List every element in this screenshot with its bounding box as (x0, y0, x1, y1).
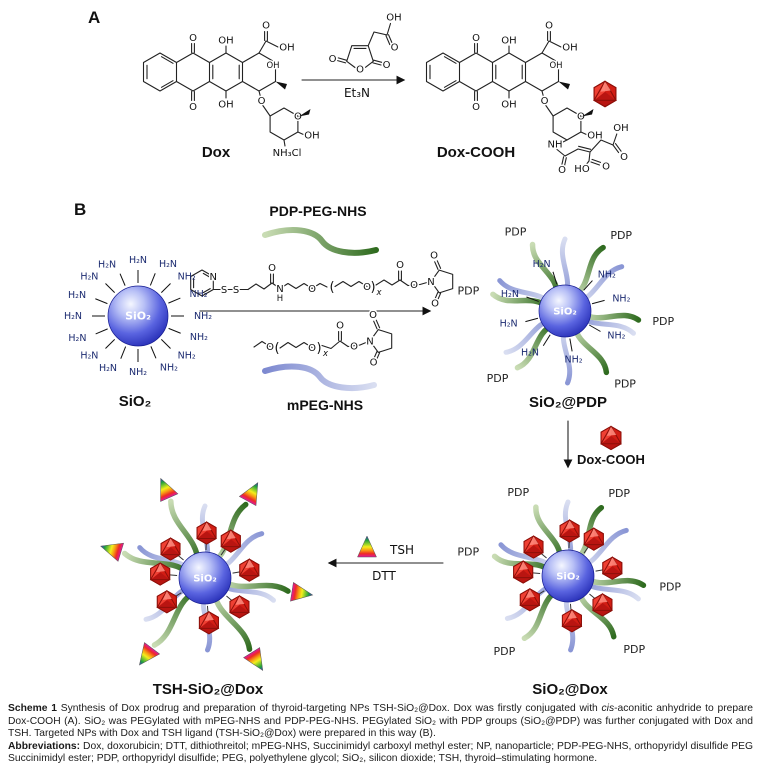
dox-conjugation-step (568, 421, 645, 467)
oh-label: OH (386, 12, 402, 24)
o-label: O (620, 152, 628, 163)
o-label: O (336, 320, 344, 332)
tsh-icon (244, 648, 271, 676)
lparen: ( (329, 280, 335, 295)
dox-icon (601, 426, 621, 449)
nanoparticle-core-label: SiO₂ (553, 306, 577, 318)
cis-italic: cis (601, 703, 615, 714)
amine-bond (150, 273, 155, 285)
dox-icon (560, 520, 579, 542)
doxcooh-name: Dox-COOH (436, 144, 516, 161)
n-label: N (366, 336, 374, 348)
sio2-nanoparticle (64, 255, 212, 378)
amine-bond (105, 339, 114, 348)
dtt-label: DTT (372, 569, 396, 583)
n-label: N (427, 277, 435, 288)
dox-icon (157, 591, 176, 613)
o-label: O (363, 282, 371, 293)
amine-label: H₂N (98, 362, 118, 374)
pdp-arm-label: PDP (659, 580, 682, 594)
pdp-arm-label: PDP (608, 486, 631, 500)
o-label: O (396, 260, 404, 271)
o-label: O (308, 343, 316, 354)
amine-label: NH₂ (159, 362, 178, 374)
tsh-icon (98, 537, 124, 561)
abbreviations-label: Abbreviations: (8, 740, 81, 752)
pdp-arm (583, 313, 639, 320)
tsh-icon (239, 478, 266, 506)
pdp-arm (575, 326, 606, 372)
abbreviations-text: Dox, doxorubicin; DTT, dithiothreitol; mPEG-NHS, Succinimidyl carboxyl methyl ester; NP, nanoparticle; PDP-PEG-NHS, orthopyridyl disulfide PEG Succinimidyl ester; PDP, orthopyridyl disulfide; PEG, polyethylene glycol; SiO₂, silicon dioxide; TSH, thyroid–stimulating hormone. (8, 740, 753, 765)
tsh-icon (290, 582, 314, 604)
doxcooh-arrow-label: Dox-COOH (577, 452, 645, 467)
o-label: O (390, 42, 399, 54)
caption-text-pre: Synthesis of Dox prodrug and preparation of thyroid-targeting NPs TSH-SiO₂@Dox. Dox was firstly conjugated with (60, 703, 602, 714)
mpeg-nhs-structure (254, 310, 392, 369)
dox-icon (161, 538, 180, 560)
amine-label: NH₂ (597, 269, 616, 281)
sio2-dox-name: SiO₂@Dox (532, 681, 608, 698)
s-label: S (232, 285, 240, 296)
oh-label: OH (613, 123, 629, 134)
pdp-arm-label: PDP (610, 229, 633, 243)
amine-label: H₂N (532, 259, 551, 271)
tsh-icon (358, 536, 377, 557)
dox-icon (524, 536, 543, 558)
amine-label: H₂N (68, 290, 87, 302)
o-label: O (431, 298, 439, 310)
pdp-arm-label: PDP (652, 315, 675, 329)
rparen: ) (316, 341, 322, 356)
sio2-pdp-nanoparticle (458, 225, 675, 390)
dox-structure (144, 21, 320, 162)
o-label: O (369, 310, 377, 321)
amine-label: NH₂ (177, 350, 196, 362)
dox-icon (562, 610, 581, 632)
pdp-arm-label: PDP (457, 284, 480, 298)
tsh-sio2-dox-name: TSH-SiO₂@Dox (152, 681, 264, 698)
tsh-conjugation-step (329, 536, 443, 583)
o-label: O (268, 263, 276, 274)
pdp-arm-label: PDP (504, 225, 527, 239)
pdp-arm-label: PDP (507, 486, 530, 500)
caption-text-post: -aconitic anhydride to prepare Dox-COOH (A). SiO₂ was PEGylated with mPEG-NHS and PDP-PEG-NHS. PEGylated SiO₂ with PDP groups (SiO₂@PDP) was further conjugated with Dox and TSH. Targeted NPs with Dox and TSH ligand (TSH-SiO₂@Dox) were prepared in this way (B). (8, 703, 753, 740)
o-label: O (430, 250, 438, 262)
amine-bond (161, 283, 170, 292)
amine-bond (121, 347, 126, 359)
amine-bond (543, 335, 550, 346)
amine-label: NH₂ (564, 354, 583, 366)
dox-icon (221, 530, 240, 552)
amine-label: NH₂ (607, 330, 626, 342)
tsh-sio2-dox-nanoparticle (98, 475, 314, 676)
mpeg-nhs-label: mPEG-NHS (286, 397, 364, 413)
nh3cl-label: NH₃Cl (272, 148, 302, 159)
o-label: O (558, 165, 566, 176)
pdp-peg-ribbon-icon (265, 230, 376, 253)
repeat-x: x (323, 349, 329, 359)
repeat-x: x (376, 288, 382, 298)
o-label: O (308, 284, 316, 295)
dox-icon (197, 522, 216, 544)
sio2-pdp-name: SiO₂@PDP (529, 394, 607, 411)
amine-bond (96, 329, 108, 334)
nanoparticle-core-label: SiO₂ (556, 571, 580, 583)
o-label: O (266, 342, 274, 353)
amine-label: NH₂ (612, 293, 631, 305)
n-label: N (209, 272, 218, 283)
amine-bond (168, 298, 180, 303)
dox-icon (520, 589, 539, 611)
lparen: ( (274, 341, 280, 356)
o-label: O (382, 60, 391, 71)
dox-icon (230, 596, 249, 618)
amine-bond (95, 299, 107, 304)
doxcooh-structure (427, 21, 629, 177)
o-label: O (410, 280, 418, 291)
dox-icon (603, 557, 622, 579)
nanoparticle-core-label: SiO₂ (193, 573, 217, 585)
mpeg-ribbon-icon (265, 366, 374, 388)
o-label: O (356, 64, 364, 76)
s-label: S (220, 285, 228, 296)
pdp-arm-label: PDP (614, 377, 636, 391)
sio2-name: SiO₂ (118, 393, 152, 410)
dox-icon (593, 594, 612, 616)
panel-b-scheme (0, 195, 759, 706)
pdp-arm-label: PDP (486, 371, 509, 385)
pdp-peg-nhs-label: PDP-PEG-NHS (269, 203, 367, 219)
amine-bond (161, 339, 170, 348)
amine-label: H₂N (63, 311, 82, 322)
dox-name: Dox (201, 144, 231, 161)
tsh-icon (152, 475, 178, 502)
amine-label: H₂N (80, 350, 99, 362)
panel-a-label: A (88, 8, 101, 27)
amine-label: NH₂ (194, 311, 213, 322)
ho-label: HO (574, 164, 590, 175)
amine-bond (120, 274, 125, 286)
dox-icon (584, 528, 603, 550)
dox-icon (514, 561, 533, 583)
amine-bond (105, 283, 114, 292)
dox-icon (240, 559, 259, 581)
rparen: ) (370, 280, 376, 295)
amine-label: H₂N (128, 255, 148, 266)
amine-bond (169, 328, 181, 333)
amine-label: NH₂ (189, 331, 208, 343)
amine-label: NH₂ (128, 367, 148, 378)
reaction-conditions (302, 13, 404, 101)
amine-label: NH₂ (189, 289, 208, 301)
amine-label: H₂N (68, 332, 87, 344)
dox-icon (151, 563, 170, 585)
figure-caption (8, 703, 753, 766)
amine-label: H₂N (80, 271, 99, 283)
panel-a-scheme: O OH O O OH NH₃Cl Dox O O O O OH Et₃N NH O HO O O OH Dox-COOH (29, 12, 629, 176)
h-label: H (276, 294, 284, 304)
amine-label: H₂N (98, 259, 117, 271)
dox-icon (199, 612, 218, 634)
sio2-dox-nanoparticle (457, 486, 681, 658)
o-label: O (369, 357, 378, 369)
pdp-arm-label: PDP (493, 644, 516, 658)
tsh-label: TSH (390, 543, 414, 557)
amine-bond (151, 346, 156, 358)
n-label: N (276, 284, 284, 295)
o-label: O (350, 341, 358, 353)
caption-abbreviations (8, 741, 753, 766)
o-label: O (328, 54, 337, 65)
amine-label: NH₂ (177, 271, 196, 283)
amine-label: H₂N (500, 289, 519, 301)
amine-label: H₂N (520, 347, 540, 359)
panel-b-label: B (74, 200, 87, 219)
amine-bond (592, 300, 605, 303)
amine-label: H₂N (499, 318, 518, 330)
pdp-arm (586, 578, 644, 585)
caption-scheme (8, 703, 753, 741)
dox-legend-icon (594, 81, 616, 106)
pdp-arm-label: PDP (457, 545, 480, 559)
catalyst-label: Et₃N (343, 86, 371, 100)
amine-bond (570, 339, 572, 352)
o-label: O (602, 161, 610, 173)
nh-label: NH (547, 139, 563, 151)
amine-bond (525, 318, 538, 321)
pdp-peg-nhs-structure (191, 251, 453, 310)
scheme-label: Scheme 1 (8, 703, 57, 714)
nanoparticle-core-label: SiO₂ (125, 309, 151, 323)
pdp-arm-label: PDP (623, 642, 646, 656)
amine-label: H₂N (158, 259, 178, 271)
